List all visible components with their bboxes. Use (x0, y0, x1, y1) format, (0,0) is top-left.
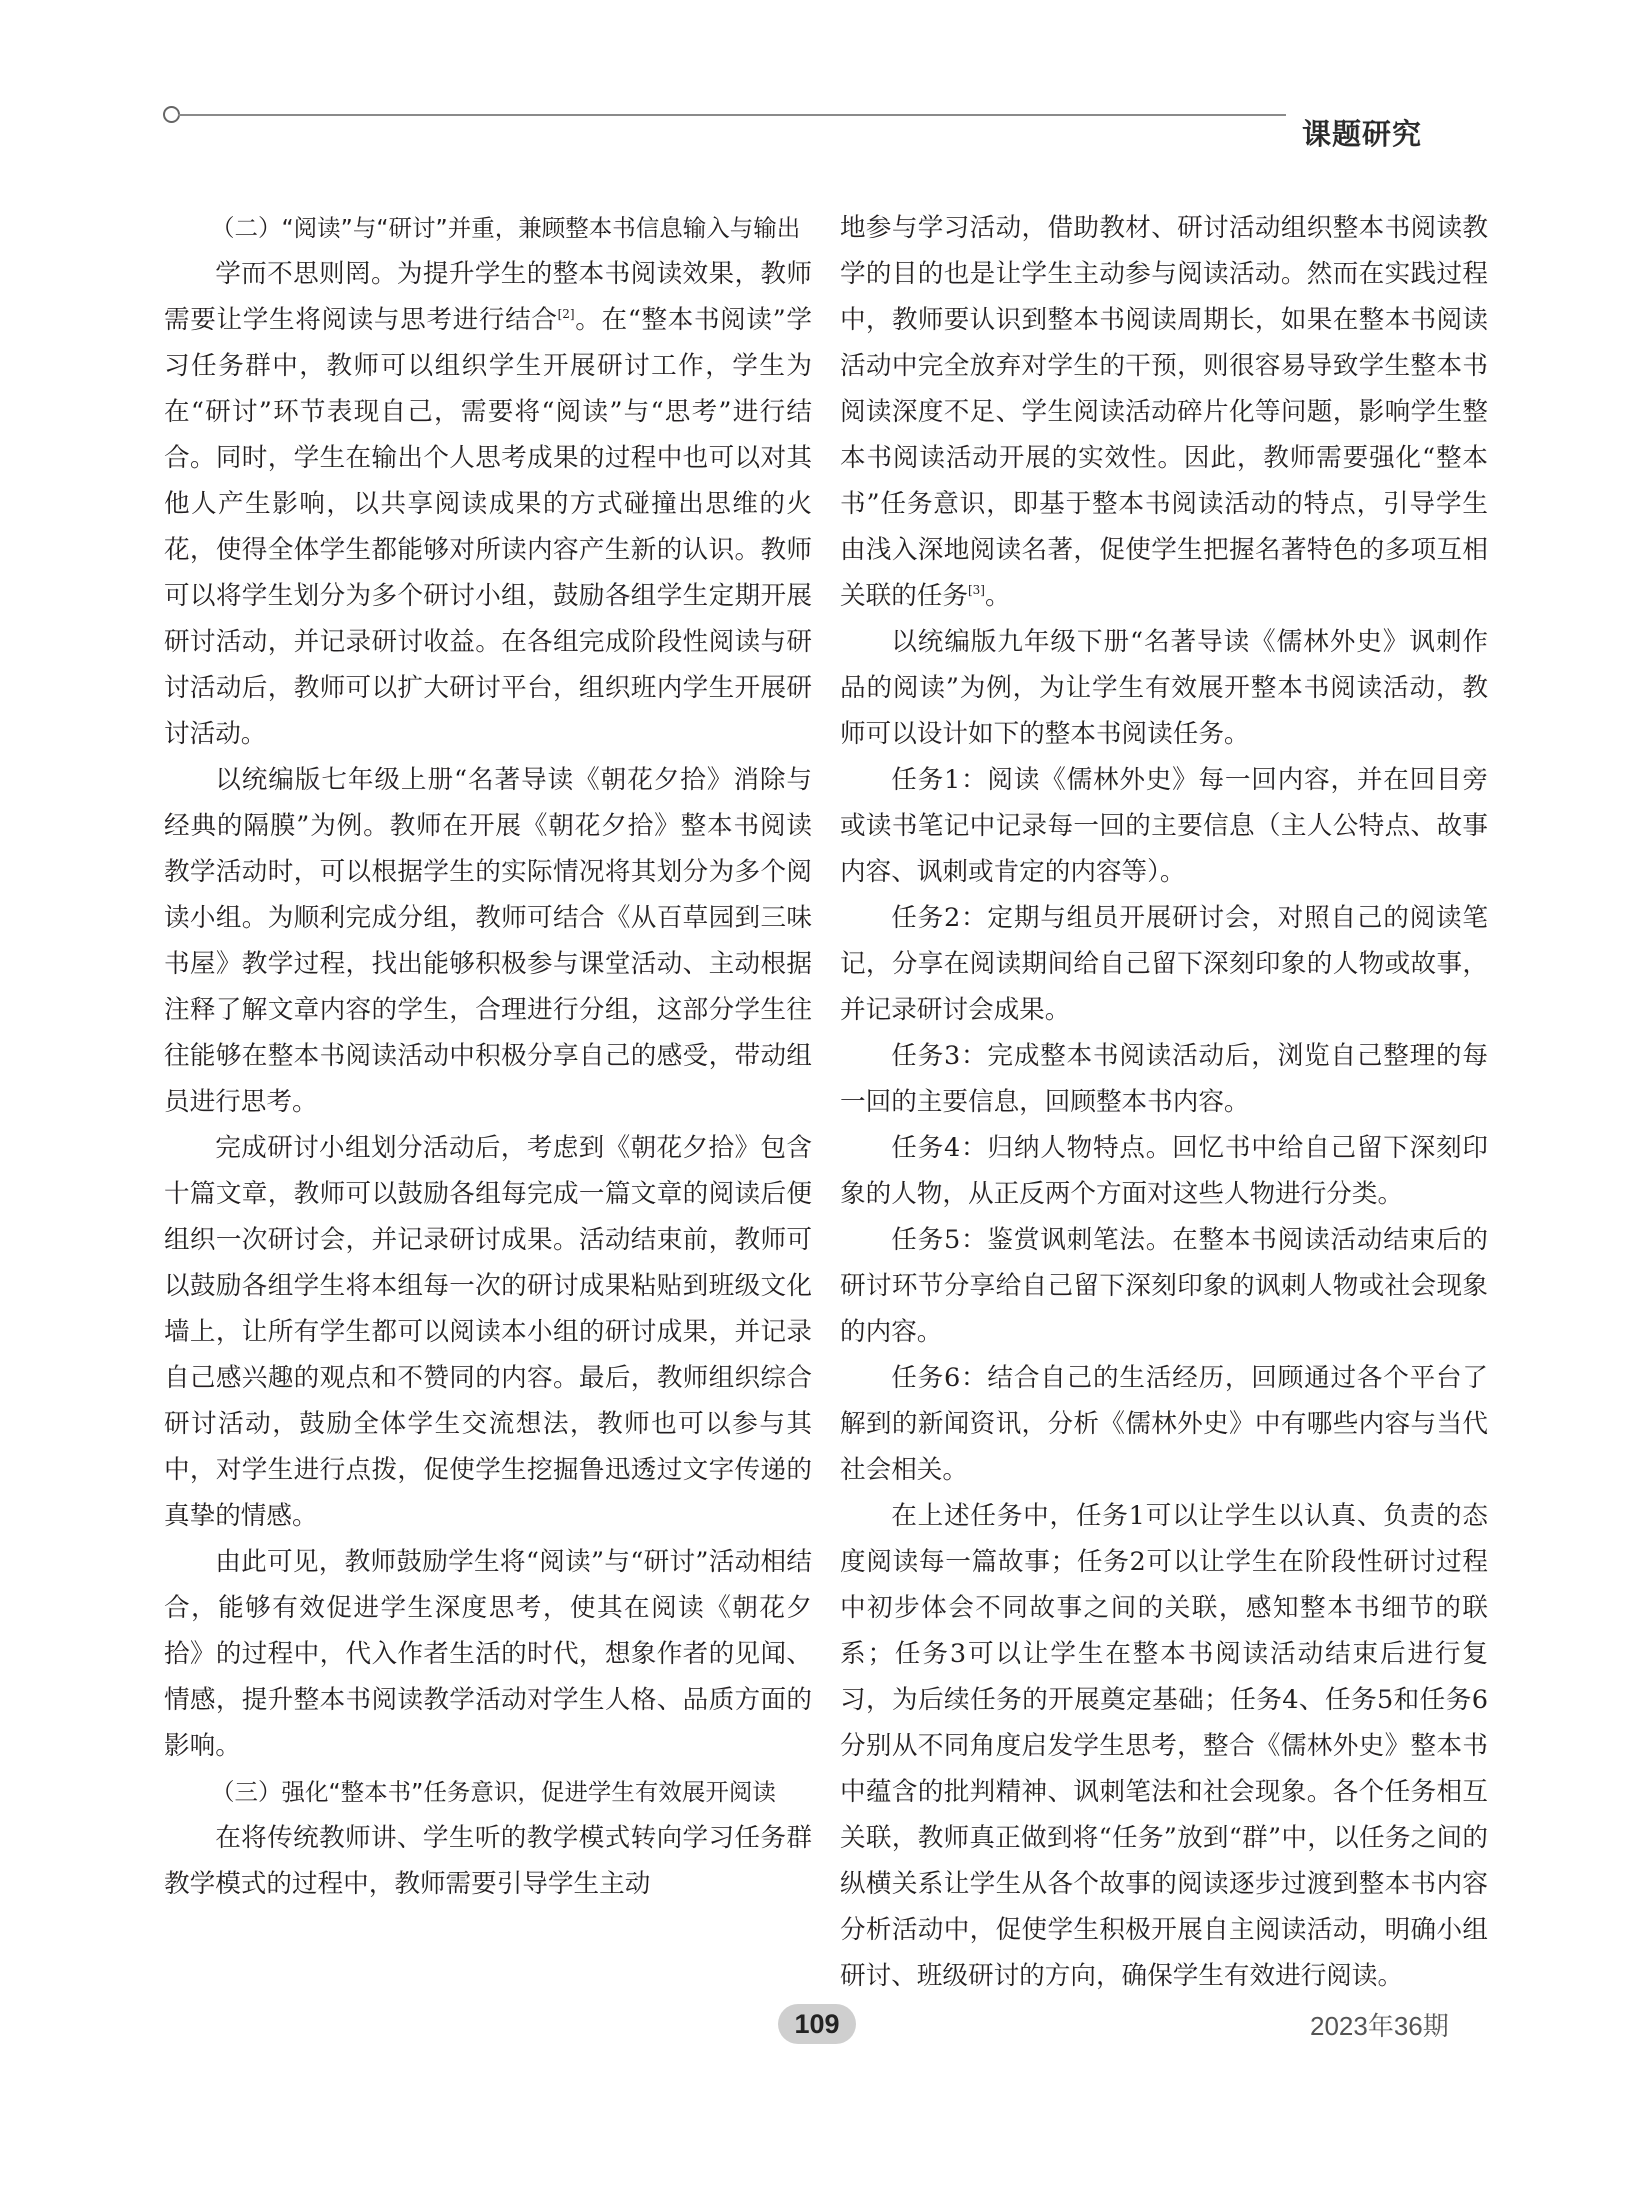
issue-label: 2023年36期 (1310, 2011, 1449, 2041)
paragraph: 地参与学习活动，借助教材、研讨活动组织整本书阅读教学的目的也是让学生主动参与阅读活动。然而在实践过程中，教师要认识到整本书阅读周期长，如果在整本书阅读活动中完全放弃对学生的干预，则很容易导致学生整本书阅读深度不足、学生阅读活动碎片化等问题，影响学生整本书阅读活动开展的实效性。因此，教师需要强化“整本书”任务意识，即基于整本书阅读活动的特点，引导学生由浅入深地阅读名著，促使学生把握名著特色的多项互相关联的任务[3]。 (840, 213, 1488, 611)
paragraph: 以统编版七年级上册“名著导读《朝花夕拾》消除与经典的隔膜”为例。教师在开展《朝花夕拾》整本书阅读教学活动时，可以根据学生的实际情况将其划分为多个阅读小组。为顺利完成分组，教师可结合《从百草园到三味书屋》教学过程，找出能够积极参与课堂活动、主动根据注释了解文章内容的学生，合理进行分组，这部分学生往往能够在整本书阅读活动中积极分享自己的感受，带动组员进行思考。 (164, 765, 812, 1117)
paragraph: 完成研讨小组划分活动后，考虑到《朝花夕拾》包含十篇文章，教师可以鼓励各组每完成一篇文章的阅读后便组织一次研讨会，并记录研讨成果。活动结束前，教师可以鼓励各组学生将本组每一次的研讨成果粘贴到班级文化墙上，让所有学生都可以阅读本小组的研讨成果，并记录自己感兴趣的观点和不赞同的内容。最后，教师组织综合研讨活动，鼓励全体学生交流想法，教师也可以参与其中，对学生进行点拨，促使学生挖掘鲁迅透过文字传递的真挚的情感。 (164, 1133, 812, 1531)
task-item: 任务6：结合自己的生活经历，回顾通过各个平台了解到的新闻资讯，分析《儒林外史》中有哪些内容与当代社会相关。 (840, 1363, 1488, 1485)
task-item: 任务2：定期与组员开展研讨会，对照自己的阅读笔记，分享在阅读期间给自己留下深刻印象的人物或故事，并记录研讨会成果。 (840, 903, 1488, 1025)
right-column (840, 205, 1488, 1999)
subsection-heading: （三）强化“整本书”任务意识，促进学生有效展开阅读 (211, 1778, 776, 1806)
section-title: 课题研究 (1302, 117, 1423, 151)
left-column (164, 205, 812, 1907)
paragraph: 以统编版九年级下册“名著导读《儒林外史》讽刺作品的阅读”为例，为让学生有效展开整本书阅读活动，教师可以设计如下的整本书阅读任务。 (840, 627, 1488, 749)
paragraph: 在将传统教师讲、学生听的教学模式转向学习任务群教学模式的过程中，教师需要引导学生主动 (164, 1823, 812, 1899)
page-number: 109 (778, 2004, 856, 2044)
header-rule (178, 114, 1286, 116)
task-item: 任务4：归纳人物特点。回忆书中给自己留下深刻印象的人物，从正反两个方面对这些人物进行分类。 (840, 1133, 1488, 1209)
subsection-heading: （二）“阅读”与“研讨”并重，兼顾整本书信息输入与输出 (211, 214, 801, 242)
paragraph: 学而不思则罔。为提升学生的整本书阅读效果，教师需要让学生将阅读与思考进行结合[2]。在“整本书阅读”学习任务群中，教师可以组织学生开展研讨工作，学生为在“研讨”环节表现自己，需要将“阅读”与“思考”进行结合。同时，学生在输出个人思考成果的过程中也可以对其他人产生影响，以共享阅读成果的方式碰撞出思维的火花，使得全体学生都能够对所读内容产生新的认识。教师可以将学生划分为多个研讨小组，鼓励各组学生定期开展研讨活动，并记录研讨收益。在各组完成阶段性阅读与研讨活动后，教师可以扩大研讨平台，组织班内学生开展研讨活动。 (164, 259, 812, 749)
citation-marker: [2] (557, 307, 575, 321)
paragraph: 由此可见，教师鼓励学生将“阅读”与“研讨”活动相结合，能够有效促进学生深度思考，使其在阅读《朝花夕拾》的过程中，代入作者生活的时代，想象作者的见闻、情感，提升整本书阅读教学活动对学生人格、品质方面的影响。 (164, 1547, 812, 1761)
paragraph: 在上述任务中，任务1可以让学生以认真、负责的态度阅读每一篇故事；任务2可以让学生在阶段性研讨过程中初步体会不同故事之间的关联，感知整本书细节的联系；任务3可以让学生在整本书阅读活动结束后进行复习，为后续任务的开展奠定基础；任务4、任务5和任务6分别从不同角度启发学生思考，整合《儒林外史》整本书中蕴含的批判精神、讽刺笔法和社会现象。各个任务相互关联，教师真正做到将“任务”放到“群”中，以任务之间的纵横关系让学生从各个故事的阅读逐步过渡到整本书内容分析活动中，促使学生积极开展自主阅读活动，明确小组研讨、班级研讨的方向，确保学生有效进行阅读。 (840, 1501, 1488, 1991)
task-item: 任务1：阅读《儒林外史》每一回内容，并在回目旁或读书笔记中记录每一回的主要信息（主人公特点、故事内容、讽刺或肯定的内容等）。 (840, 765, 1488, 887)
task-item: 任务3：完成整本书阅读活动后，浏览自己整理的每一回的主要信息，回顾整本书内容。 (840, 1041, 1488, 1117)
citation-marker: [3] (967, 583, 985, 597)
task-item: 任务5：鉴赏讽刺笔法。在整本书阅读活动结束后的研讨环节分享给自己留下深刻印象的讽刺人物或社会现象的内容。 (840, 1225, 1488, 1347)
